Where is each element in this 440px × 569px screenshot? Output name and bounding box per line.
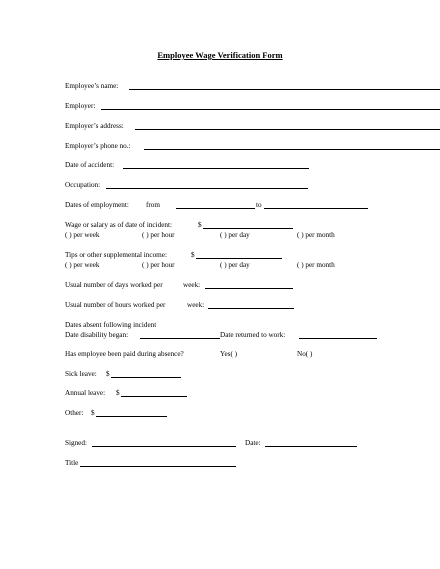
- hours-worked-label: Usual number of hours worked per: [65, 301, 166, 309]
- annual-leave-dollar-sign: $: [116, 389, 120, 397]
- date-line[interactable]: [265, 446, 357, 447]
- paid-no-option[interactable]: No( ): [297, 350, 313, 358]
- days-worked-label: Usual number of days worked per: [65, 281, 163, 289]
- other-label: Other:: [65, 409, 84, 417]
- employer-label: Employer:: [65, 102, 96, 110]
- employer-address-label: Employer’s address:: [65, 122, 124, 130]
- other-line[interactable]: [96, 416, 167, 417]
- employer-line[interactable]: [101, 109, 440, 110]
- wage-dollar-sign: $: [198, 221, 202, 229]
- tips-per-day-option[interactable]: ( ) per day: [220, 261, 250, 269]
- dates-of-employment-label: Dates of employment:: [65, 201, 129, 209]
- tips-dollar-sign: $: [191, 251, 195, 259]
- wage-label: Wage or salary as of date of incident:: [65, 221, 172, 229]
- wage-per-week-option[interactable]: ( ) per week: [65, 231, 100, 239]
- dates-absent-label: Dates absent following incident: [65, 321, 157, 329]
- date-label: Date:: [245, 439, 261, 447]
- sick-leave-dollar-sign: $: [106, 370, 110, 378]
- tips-per-hour-option[interactable]: ( ) per hour: [142, 261, 175, 269]
- tips-per-month-option[interactable]: ( ) per month: [297, 261, 335, 269]
- title-field-line[interactable]: [80, 466, 236, 467]
- wage-amount-line[interactable]: [203, 228, 293, 229]
- wage-per-month-option[interactable]: ( ) per month: [297, 231, 335, 239]
- sick-leave-label: Sick leave:: [65, 370, 97, 378]
- paid-absence-label: Has employee been paid during absence?: [65, 350, 184, 358]
- date-of-accident-label: Date of accident:: [65, 161, 115, 169]
- employment-from-line[interactable]: [176, 208, 255, 209]
- date-disability-line[interactable]: [140, 338, 220, 339]
- employee-name-label: Employee’s name:: [65, 82, 119, 90]
- tips-amount-line[interactable]: [196, 258, 282, 259]
- employer-phone-label: Employer’s phone no.:: [65, 142, 131, 150]
- date-returned-label: Date returned to work:: [220, 331, 286, 339]
- occupation-label: Occupation:: [65, 181, 101, 189]
- hours-worked-line[interactable]: [208, 308, 294, 309]
- form-title: Employee Wage Verification Form: [157, 50, 283, 60]
- wage-per-hour-option[interactable]: ( ) per hour: [142, 231, 175, 239]
- date-of-accident-line[interactable]: [123, 168, 309, 169]
- hours-week-label: week:: [187, 301, 205, 309]
- days-worked-line[interactable]: [205, 288, 293, 289]
- occupation-line[interactable]: [106, 188, 308, 189]
- title-field-label: Title: [65, 459, 79, 467]
- signed-label: Signed:: [65, 439, 87, 447]
- paid-yes-option[interactable]: Yes( ): [220, 350, 238, 358]
- annual-leave-label: Annual leave:: [65, 389, 106, 397]
- from-label: from: [146, 201, 160, 209]
- tips-per-week-option[interactable]: ( ) per week: [65, 261, 100, 269]
- to-label: to: [256, 201, 262, 209]
- employer-address-line[interactable]: [135, 129, 440, 130]
- date-disability-label: Date disability began:: [65, 331, 129, 339]
- employee-name-line[interactable]: [129, 89, 440, 90]
- other-dollar-sign: $: [91, 409, 95, 417]
- employer-phone-line[interactable]: [144, 149, 440, 150]
- date-returned-line[interactable]: [299, 338, 377, 339]
- signature-line[interactable]: [92, 446, 236, 447]
- tips-label: Tips or other supplemental income:: [65, 251, 167, 259]
- employment-to-line[interactable]: [264, 208, 368, 209]
- sick-leave-line[interactable]: [111, 377, 181, 378]
- days-week-label: week:: [183, 281, 201, 289]
- annual-leave-line[interactable]: [121, 396, 187, 397]
- wage-per-day-option[interactable]: ( ) per day: [220, 231, 250, 239]
